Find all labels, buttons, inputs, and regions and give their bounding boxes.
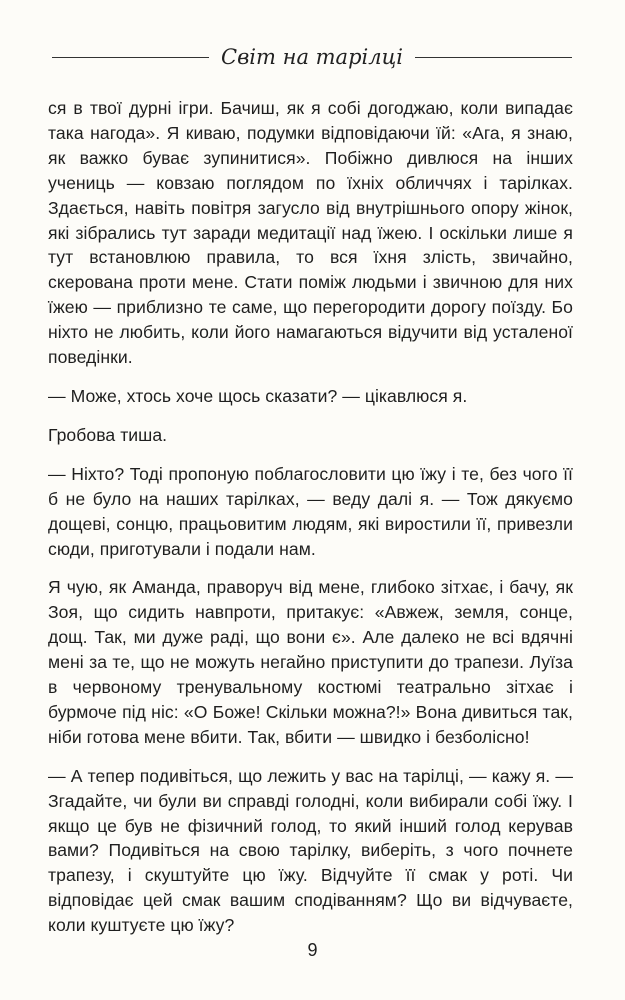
body-text [48,96,573,952]
running-header [52,40,572,74]
paragraph: Гробова тиша. [48,424,168,445]
paragraph: ся в твої дурні ігри. Бачиш, як я собі догоджаю, коли випадає така нагода». Я киваю, подумки відповідаючи їй: «Ага, я знаю, як важко буває зупинитися». Побіжно дивлюся на інших учениць — ковзаю поглядом по їхніх обличчях і тарілках. Здається, навіть повітря загусло від внутрішнього опору жінок, які зібрались тут заради медитації над їжею. І оскільки лише я тут встановлюю правила, то вся їхня злість, звичайно, скерована проти мене. Стати поміж людьми і звичною для них їжею — приблизно те саме, що перегородити дорогу поїзду. Бо ніхто не любить, коли його намагаються відучити від усталеної поведінки. [48,98,573,368]
page-number: 9 [307,940,318,960]
header-rule-right [415,57,572,58]
running-header-title: Світ на тарілці [221,45,403,69]
header-rule-left [52,57,209,58]
paragraph: — Ніхто? Тоді пропоную поблагословити цю їжу і те, без чого її б не було на наших тарілках, — веду далі я. — Тож дякуємо дощеві, сонцю, працьовитим людям, які виростили її, привезли сюди, приготували і подали нам. [48,463,573,559]
paragraph: — А тепер подивіться, що лежить у вас на тарілці, — кажу я. — Згадайте, чи були ви справді голодні, коли вибирали собі їжу. І якщо це був не фізичний голод, то який інший голод керував вами? Подивіться на свою тарілку, виберіть, з чого почнете трапезу, і скуштуйте цю їжу. Відчуйте її смак у роті. Чи відповідає цей смак вашим сподіванням? Що ви відчуваєте, коли куштуєте цю їжу? [48,765,573,936]
paragraph: — Може, хтось хоче щось сказати? — цікавлюся я. [48,385,468,406]
paragraph: Я чую, як Аманда, праворуч від мене, глибоко зітхає, і бачу, як Зоя, що сидить навпроти, притакує: «Авжеж, земля, сонце, дощ. Так, ми дуже раді, що вони є». Але далеко не всі вдячні мені за те, що не можуть негайно приступити до трапези. Луїза в червоному тренувальному костюмі театрально зітхає і бурмоче під ніс: «О Боже! Скільки можна?!» Вона дивиться так, ніби готова мене вбити. Так, вбити — швидко і безболісно! [48,577,573,747]
